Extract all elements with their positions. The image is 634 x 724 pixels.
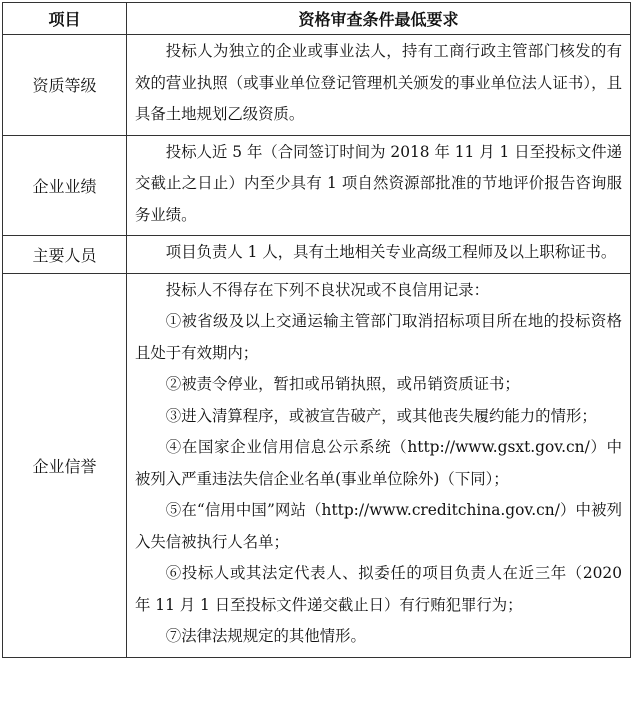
requirements-table (2, 2, 631, 658)
row-content-reputation (127, 273, 631, 657)
row-label-performance: 企业业绩 (3, 135, 127, 236)
table-row (3, 135, 631, 236)
header-item: 项目 (3, 3, 127, 35)
requirement-paragraph: 项目负责人 1 人，具有土地相关专业高级工程师及以上职称证书。 (165, 243, 617, 261)
requirement-paragraph: ④在国家企业信用信息公示系统（http://www.gsxt.gov.cn/）中被列入严重违法失信企业名单(事业单位除外)（下同）； (135, 438, 622, 488)
requirement-paragraph: ③进入清算程序，或被宣告破产，或其他丧失履约能力的情形； (165, 406, 597, 425)
row-label-reputation: 企业信誉 (3, 273, 127, 657)
table-row (3, 273, 631, 657)
row-label-personnel: 主要人员 (3, 236, 127, 274)
row-content-performance (127, 135, 631, 236)
row-label-qualification: 资质等级 (3, 35, 127, 136)
requirement-paragraph: ①被省级及以上交通运输主管部门取消招标项目所在地的投标资格且处于有效期内； (135, 312, 622, 362)
table-row (3, 236, 631, 274)
row-content-personnel (127, 236, 631, 274)
requirement-paragraph: ⑥投标人或其法定代表人、拟委任的项目负责人在近三年（2020 年 11 月 1 日至投标文件递交截止日）有行贿犯罪行为； (135, 564, 622, 614)
requirement-paragraph: 投标人为独立的企业或事业法人，持有工商行政主管部门核发的有效的营业执照（或事业单位登记管理机关颁发的事业单位法人证书），且具备土地规划乙级资质。 (135, 42, 622, 123)
requirement-paragraph: 投标人近 5 年（合同签订时间为 2018 年 11 月 1 日至投标文件递交截止之日止）内至少具有 1 项自然资源部批准的节地评价报告咨询服务业绩。 (135, 142, 622, 224)
header-requirements: 资格审查条件最低要求 (127, 3, 631, 35)
requirement-paragraph: ⑤在“信用中国”网站（http://www.creditchina.gov.cn/）中被列入失信被执行人名单； (135, 501, 622, 551)
requirement-paragraph: ⑦法律法规规定的其他情形。 (165, 627, 366, 645)
row-content-qualification (127, 35, 631, 136)
table-row (3, 35, 631, 136)
requirement-paragraph: 投标人不得存在下列不良状况或不良信用记录： (165, 280, 490, 299)
requirement-paragraph: ②被责令停业，暂扣或吊销执照，或吊销资质证书； (165, 375, 520, 393)
header-row (3, 3, 631, 35)
